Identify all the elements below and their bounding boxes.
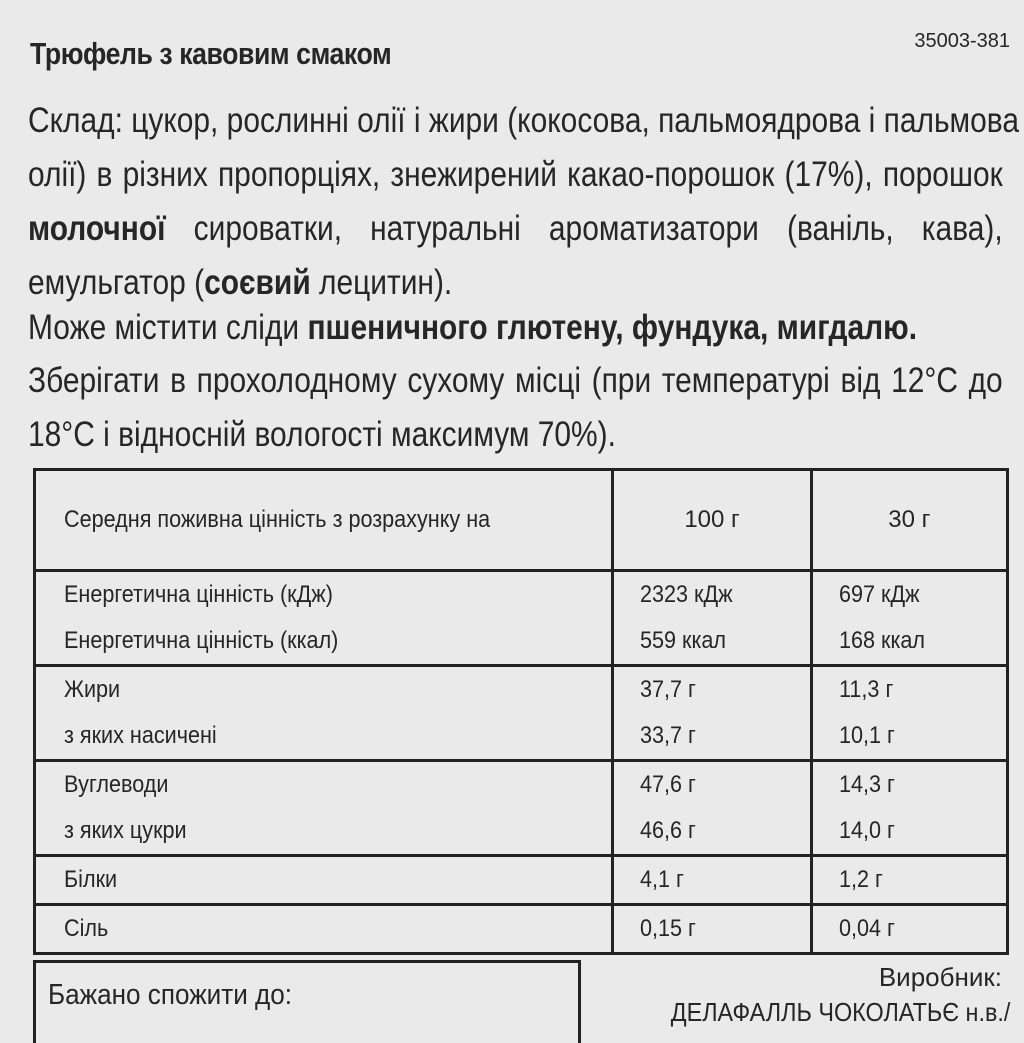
nutrition-row <box>35 618 1008 666</box>
nutrition-label: Жири <box>64 676 121 703</box>
allergen-soy: соєвий <box>204 263 311 302</box>
nutrition-header-30g: 30 г <box>888 506 931 533</box>
manufacturer-label: Виробник: <box>878 962 1002 992</box>
nutrition-value-100g: 46,6 г <box>640 817 697 844</box>
nutrition-value-30g: 697 кДж <box>838 581 920 608</box>
composition-line-rest: сироватки, натуральні ароматизатори (ваніль, кава), <box>165 209 1003 248</box>
nutrition-header-100g: 100 г <box>684 506 740 533</box>
nutrition-label: Вуглеводи <box>64 771 169 798</box>
nutrition-value-30g: 14,0 г <box>838 817 895 844</box>
nutrition-value-30g: 0,04 г <box>838 915 895 942</box>
allergen-pre: Може містити сліди <box>28 308 308 347</box>
composition-line-post: лецитин). <box>310 263 453 302</box>
nutrition-row <box>35 808 1008 856</box>
manufacturer-name: ДЕЛАФАЛЛЬ ЧОКОЛАТЬЄ н.в./ <box>670 997 1010 1027</box>
nutrition-label: з яких насичені <box>64 722 217 749</box>
allergen-line <box>28 301 1003 355</box>
best-before-label: Бажано спожити до: <box>48 979 293 1011</box>
nutrition-value-30g: 14,3 г <box>838 771 895 798</box>
nutrition-row <box>35 571 1008 619</box>
composition-line: Склад: цукор, рослинні олії і жири (кокосова, пальмоядрова і пальмова <box>28 101 1019 140</box>
nutrition-label: з яких цукри <box>64 817 187 844</box>
nutrition-value-100g: 33,7 г <box>640 722 697 749</box>
composition-text <box>28 94 1019 310</box>
nutrition-label: Сіль <box>64 915 109 942</box>
storage-line: Зберігати в прохолодному сухому місці (при температурі від 12°C до <box>28 361 1003 400</box>
product-title: Трюфель з кавовим смаком <box>30 36 392 71</box>
nutrition-value-100g: 0,15 г <box>640 915 697 942</box>
nutrition-row <box>35 713 1008 761</box>
nutrition-value-100g: 4,1 г <box>640 866 685 893</box>
storage-line: 18°C і відносній вологості максимум 70%). <box>28 415 616 454</box>
composition-line-pre: емульгатор ( <box>28 263 205 302</box>
storage-text <box>28 354 1003 462</box>
nutrition-value-100g: 37,7 г <box>640 676 697 703</box>
product-code: 35003-381 <box>914 30 1010 52</box>
nutrition-row <box>35 761 1008 809</box>
nutrition-row <box>35 666 1008 714</box>
nutrition-row <box>35 856 1008 905</box>
allergen-milk: молочної <box>28 209 166 248</box>
nutrition-row <box>35 905 1008 954</box>
allergen-warning <box>28 301 1003 355</box>
nutrition-header-row <box>35 470 1008 571</box>
nutrition-label: Білки <box>64 866 118 893</box>
nutrition-value-100g: 559 ккал <box>640 627 727 654</box>
nutrition-value-30g: 168 ккал <box>838 627 925 654</box>
nutrition-header-label: Середня поживна цінність з розрахунку на <box>64 506 491 533</box>
nutrition-value-100g: 2323 кДж <box>640 581 733 608</box>
composition-line: олії) в різних пропорціях, знежирений какао-порошок (17%), порошок <box>28 155 1003 194</box>
allergen-list: пшеничного глютену, фундука, мигдалю. <box>307 308 918 347</box>
nutrition-value-30g: 11,3 г <box>838 676 894 703</box>
best-before-box <box>33 960 581 1043</box>
composition-line <box>28 202 1003 256</box>
nutrition-label: Енергетична цінність (ккал) <box>64 627 339 654</box>
nutrition-table <box>33 468 1009 955</box>
nutrition-value-30g: 1,2 г <box>838 866 883 893</box>
nutrition-label: Енергетична цінність (кДж) <box>64 581 333 608</box>
nutrition-value-30g: 10,1 г <box>838 722 895 749</box>
nutrition-value-100g: 47,6 г <box>640 771 697 798</box>
